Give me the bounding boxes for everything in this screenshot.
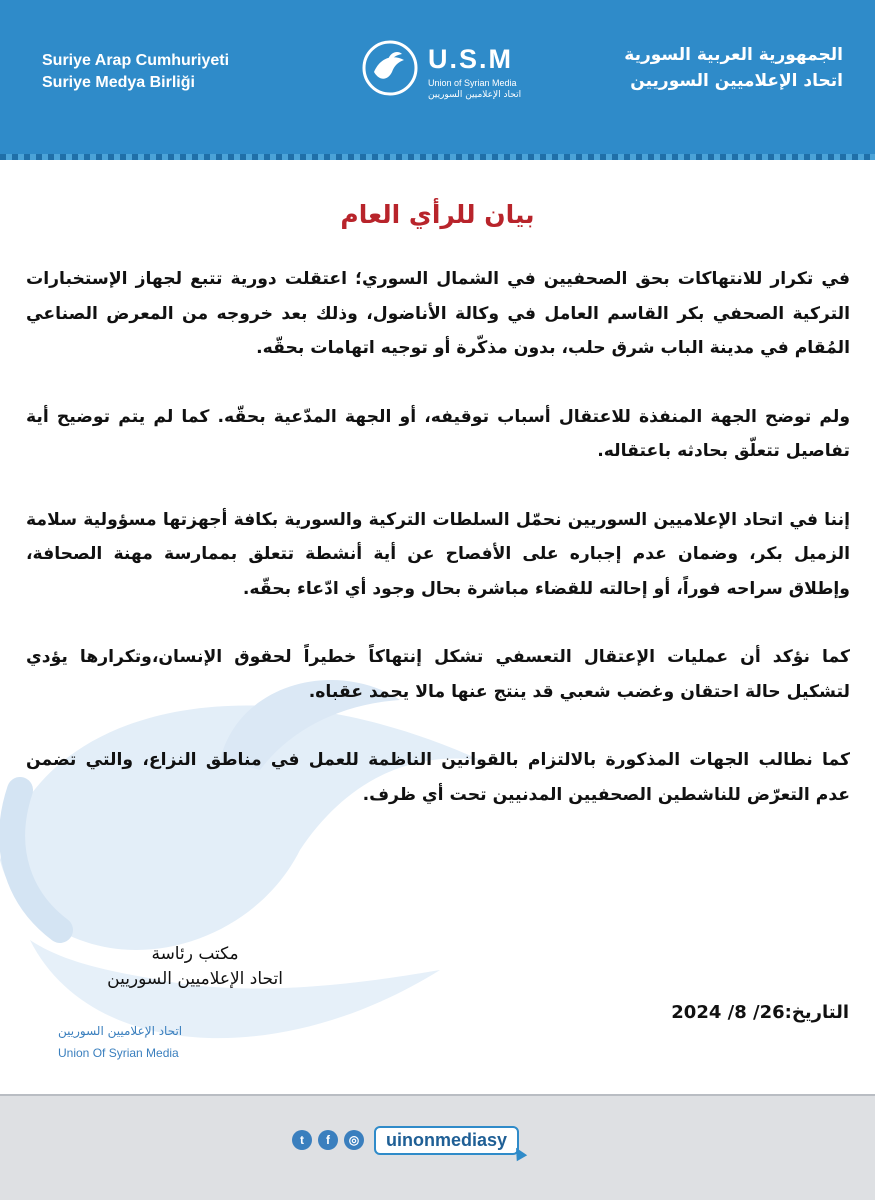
paragraph: إننا في اتحاد الإعلاميين السوريين نحمّل السلطات التركية والسورية بكافة أجهزتها مسؤولية سلامة الزميل بكر، وضمان عدم إجباره على الأفصاح عن أية أنشطة تتعلق بممارسة مهنة الصحافة، وإطلاق سراحه فوراً، أو إحالته للقضاء مباشرة بحال وجود أي ادّعاء بحقّه. — [26, 509, 850, 599]
social-handle[interactable]: uinonmediasy — [374, 1126, 519, 1155]
statement-body — [26, 262, 850, 846]
header-left-line1: Suriye Arap Cumhuriyeti — [42, 52, 230, 69]
signature-line1: مكتب رئاسة — [151, 944, 239, 964]
logo-english-name: Union of Syrian Media — [428, 78, 517, 88]
watermark-logo-english: Union Of Syrian Media — [58, 1046, 179, 1060]
statement-title: بيان للرأي العام — [340, 200, 535, 229]
instagram-icon[interactable]: ◎ — [344, 1130, 364, 1150]
watermark-logo-arabic: اتحاد الإعلاميين السوريين — [58, 1024, 183, 1038]
dove-icon — [362, 40, 418, 96]
header-arabic-text — [624, 42, 843, 94]
header-stripe — [0, 154, 875, 160]
logo-abbreviation: U.S.M — [428, 44, 514, 74]
paragraph: ولم توضح الجهة المنفذة للاعتقال أسباب توقيفه، أو الجهة المدّعية بحقّه. كما لم يتم توضيح أية تفاصيل تتعلّق بحادثه باعتقاله. — [26, 406, 850, 461]
logo-arabic-name: اتحاد الإعلاميين السوريين — [428, 90, 522, 100]
social-links — [292, 1124, 525, 1156]
signature-block — [107, 942, 283, 992]
paragraph: في تكرار للانتهاكات بحق الصحفيين في الشمال السوري؛ اعتقلت دورية تتبع لجهاز الإستخبارات التركية الصحفي بكر القاسم العامل في وكالة الأناضول، وذلك بعد خروجه من المعرض الصناعي المُقام في مدينة الباب شرق حلب، بدون مذكّرة أو توجيه اتهامات بحقّه. — [26, 269, 850, 358]
twitter-icon[interactable]: t — [292, 1130, 312, 1150]
header-right-line2: اتحاد الإعلاميين السوريين — [630, 71, 843, 91]
header-left-line2: Suriye Medya Birliği — [42, 74, 195, 91]
paragraph: كما نطالب الجهات المذكورة بالالتزام بالقوانين الناظمة للعمل في مناطق النزاع، والتي تضمن عدم التعرّض للناشطين الصحفيين المدنيين تحت أي ظرف. — [26, 750, 850, 805]
signature-line2: اتحاد الإعلاميين السوريين — [107, 969, 283, 989]
header-turkish-text — [42, 50, 229, 94]
usm-logo — [362, 40, 562, 110]
facebook-icon[interactable]: f — [318, 1130, 338, 1150]
header-banner — [0, 0, 875, 160]
paragraph: كما نؤكد أن عمليات الإعتقال التعسفي تشكل إنتهاكاً خطيراً لحقوق الإنسان،وتكرارها يؤدي لتشكيل حالة احتقان وغضب شعبي قد ينتج عنها مالا يحمد عقباه. — [26, 647, 850, 702]
header-right-line1: الجمهورية العربية السورية — [624, 45, 843, 65]
statement-date: التاريخ:26/ 8/ 2024 — [671, 1002, 849, 1023]
